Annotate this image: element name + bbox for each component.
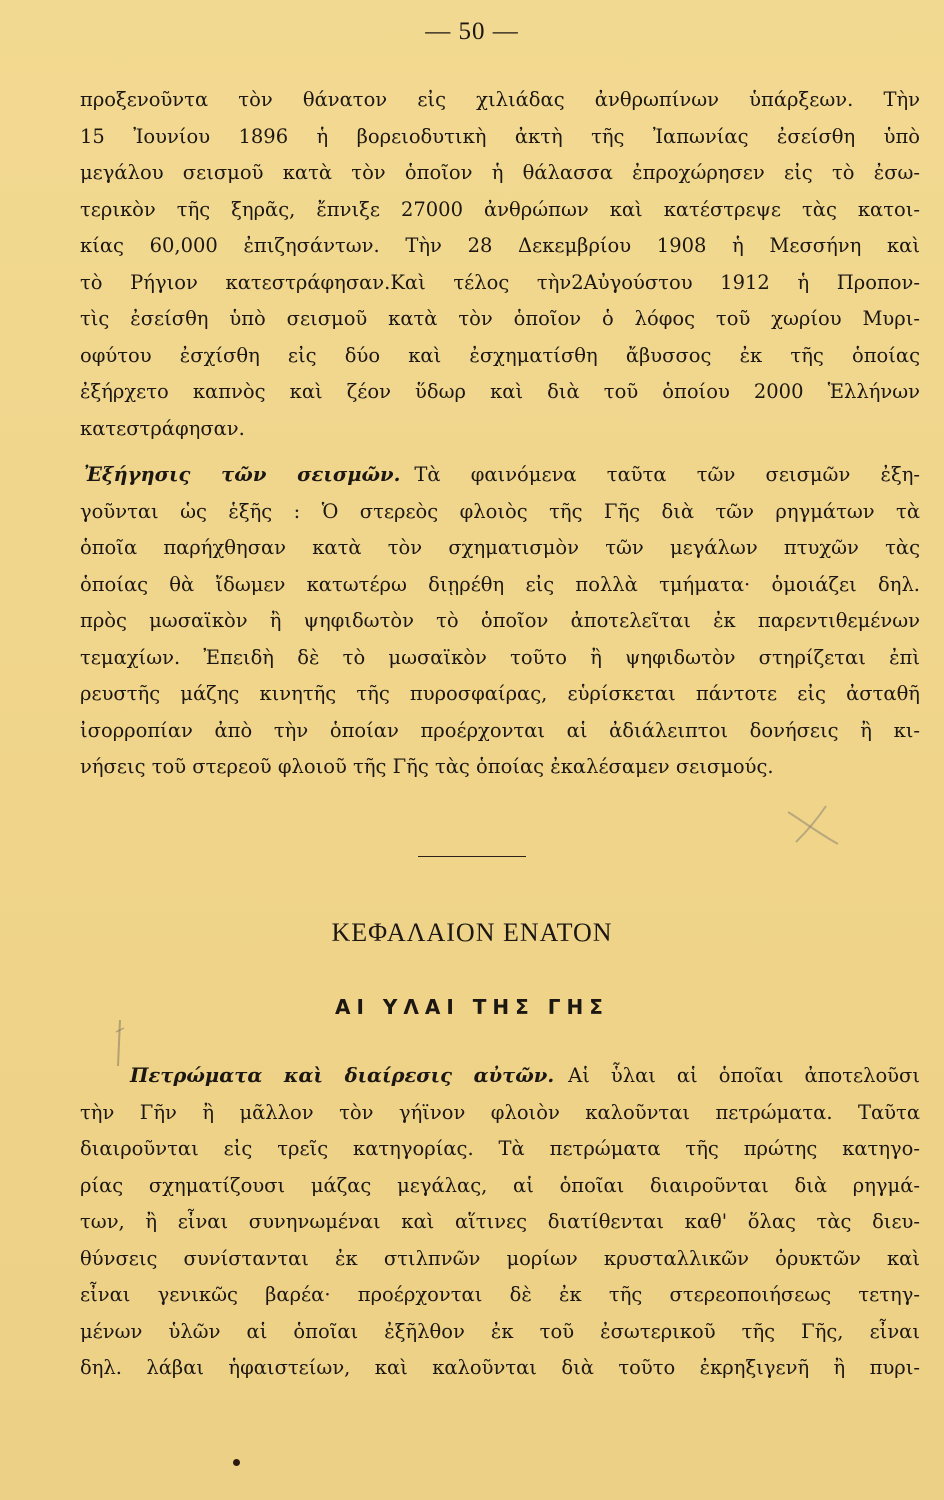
section-separator (418, 856, 526, 857)
text-line: κίας 60,000 ἐπιζησάντων. Τὴν 28 Δεκεμβρίου 1908 ἡ Μεσσήνη καὶ (80, 234, 920, 257)
text-line (80, 1058, 920, 1095)
ink-spot (233, 1459, 240, 1466)
text-line: μένων ὑλῶν αἱ ὁποῖαι ἐξῆλθον ἐκ τοῦ ἐσωτερικοῦ τῆς Γῆς, εἶναι (80, 1319, 920, 1343)
text-line: 15 Ἰουνίου 1896 ἡ βορειοδυτικὴ ἀκτὴ τῆς Ἰαπωνίας ἐσείσθη ὑπὸ (80, 124, 920, 148)
text-line: τὸ Ρήγιον κατεστράφησαν.Καὶ τέλος τὴν2Αὐγούστου 1912 ἡ Προπον- (80, 270, 920, 294)
text-line: νήσεις τοῦ στερεοῦ φλοιοῦ τῆς Γῆς τὰς ὁποίας ἐκαλέσαμεν σεισμούς. (80, 755, 774, 778)
text-line: τὴν Γῆν ἢ μᾶλλον τὸν γήϊνον φλοιὸν καλοῦνται πετρώματα. Ταῦτα (80, 1100, 920, 1124)
text-line: προξενοῦντα τὸν θάνατον εἰς χιλιάδας ἀνθρωπίνων ὑπάρξεων. Τὴν (80, 88, 920, 111)
text-line: γοῦνται ὡς ἑξῆς : Ὁ στερεὸς φλοιὸς τῆς Γῆς διὰ τῶν ρηγμάτων τὰ (80, 499, 920, 523)
text-line: τερικὸν τῆς ξηρᾶς, ἔπνιξε 27000 ἀνθρώπων καὶ κατέστρεψε τὰς κατοι- (80, 197, 920, 221)
text-line: πρὸς μωσαϊκὸν ἢ ψηφιδωτὸν τὸ ὁποῖον ἀποτελεῖται ἐκ παρεντιθεμένων (80, 609, 920, 632)
text-line: οφύτου ἐσχίσθη εἰς δύο καὶ ἐσχηματίσθη ἄβυσσος ἐκ τῆς ὁποίας (80, 343, 920, 367)
section-title: ΑΙ ΥΛΑΙ ΤΗΣ ΓΗΣ (335, 995, 609, 1019)
text-run: Τὰ φαινόμενα ταῦτα τῶν σεισμῶν ἐξη- (414, 463, 920, 486)
text-line: εἶναι γενικῶς βαρέα· προέρχονται δὲ ἐκ τῆς στερεοποιήσεως τετηγ- (80, 1283, 920, 1306)
text-line: τεμαχίων. Ἐπειδὴ δὲ τὸ μωσαϊκὸν τοῦτο ἢ ψηφιδωτὸν στηρίζεται ἐπὶ (80, 645, 920, 669)
text-line: ἰσορροπίαν ἀπὸ τὴν ὁποίαν προέρχονται αἱ ἀδιάλειπτοι δονήσεις ἢ κι- (80, 718, 920, 742)
text-line: μεγάλου σεισμοῦ κατὰ τὸν ὁποῖον ἡ θάλασσα ἐπροχώρησεν εἰς τὸ ἐσω- (80, 161, 920, 184)
chapter-title: ΚΕΦΑΛΑΙΟΝ ΕΝΑΤΟΝ (331, 918, 613, 947)
text-line: ρευστῆς μάζης κινητῆς τῆς πυροσφαίρας, εὑρίσκεται πάντοτε εἰς ἀσταθῆ (80, 682, 920, 705)
text-line (80, 457, 920, 494)
paragraph-rocks-division (80, 1058, 920, 1387)
text-run: Αἱ ὗλαι αἱ ὁποῖαι ἀποτελοῦσι (568, 1064, 920, 1087)
text-line: ὁποῖα παρήχθησαν κατὰ τὸν σχηματισμὸν τῶν μεγάλων πτυχῶν τὰς (80, 536, 920, 559)
page-number: — 50 — (425, 18, 519, 45)
text-line: θύνσεις συνίστανται ἐκ στιλπνῶν μορίων κρυσταλλικῶν ὀρυκτῶν καὶ (80, 1246, 920, 1270)
run-in-heading: Πετρώματα καὶ διαίρεσις αὐτῶν. (130, 1064, 555, 1087)
paragraph-earthquakes-history (80, 82, 920, 447)
pencil-x-mark (782, 800, 842, 850)
run-in-heading: Ἐξήγησις τῶν σεισμῶν. (84, 463, 401, 486)
paragraph-earthquake-explanation (80, 457, 920, 786)
text-line: ὁποίας θὰ ἴδωμεν κατωτέρω διῃρέθη εἰς πολλὰ τμήματα· ὁμοιάζει δηλ. (80, 572, 920, 596)
text-line: κατεστράφησαν. (80, 416, 245, 440)
text-line: ρίας σχηματίζουσι μάζας μεγάλας, αἱ ὁποῖαι διαιροῦνται διὰ ρηγμά- (80, 1173, 920, 1197)
text-line: τὶς ἐσείσθη ὑπὸ σεισμοῦ κατὰ τὸν ὁποῖον ὁ λόφος τοῦ χωρίου Μυρι- (80, 307, 920, 330)
text-line: των, ἢ εἶναι συνηνωμέναι καὶ αἵτινες διατίθενται καθ' ὅλας τὰς διευ- (80, 1210, 920, 1233)
text-line: δηλ. λάβαι ἡφαιστείων, καὶ καλοῦνται διὰ τοῦτο ἐκρηξιγενῆ ἢ πυρι- (80, 1356, 920, 1379)
text-line: διαιροῦνται εἰς τρεῖς κατηγορίας. Τὰ πετρώματα τῆς πρώτης κατηγο- (80, 1137, 920, 1160)
text-line: ἐξήρχετο καπνὸς καὶ ζέον ὕδωρ καὶ διὰ τοῦ ὁποίου 2000 Ἑλλήνων (80, 380, 920, 403)
